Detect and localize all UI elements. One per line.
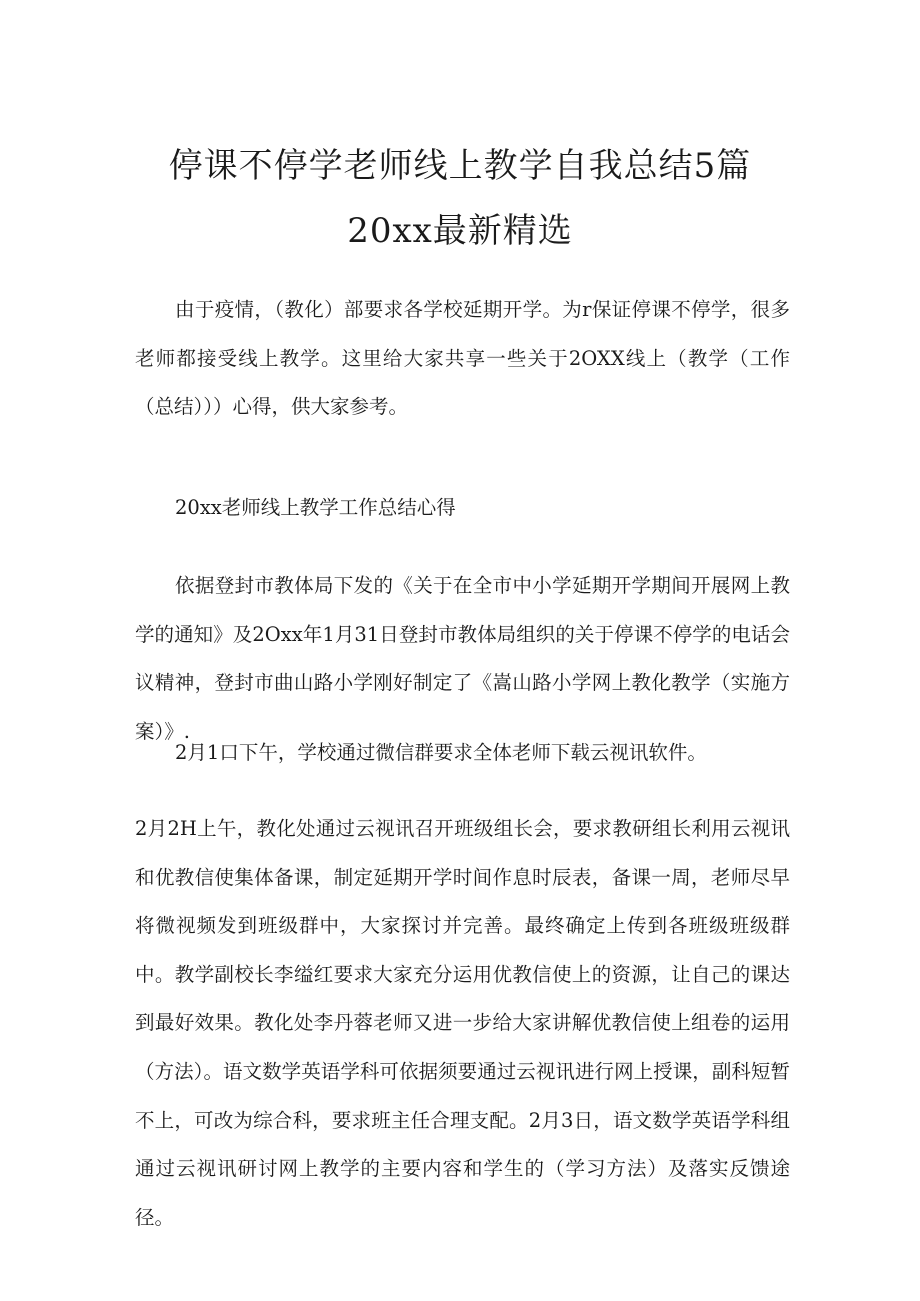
body-paragraph: 2月1口下午，学校通过微信群要求全体老师下载云视讯软件。 xyxy=(175,741,707,764)
document-subtitle: 20xx最新精选 xyxy=(347,211,573,251)
section-heading: 20xx老师线上教学工作总结心得 xyxy=(175,496,456,519)
body-paragraph: 2月2H上午，教化处通过云视讯召开班级组长会，要求教研组长利用云视讯和优教信使集体备课，制定延期开学时间作息时辰表，备课一周，老师尽早将微视频发到班级群中，大家探讨并完善。最终确定上传到各班级班级群中。教学副校长李缢红要求大家充分运用优教信使上的资源，让自己的课达到最好效果。教化处李丹蓉老师又进一步给大家讲解优教信使上组卷的运用（方法）。语文数学英语学科可依据须要通过云视讯进行网上授课，副科短暂不上，可改为综合科，要求班主任合理支配。2月3日，语文数学英语学科组通过云视讯研讨网上教学的主要内容和学生的（学习方法）及落实反馈途径。 xyxy=(135,817,790,1229)
body-paragraph: 依据登封市教体局下发的《关于在全市中小学延期开学期间开展网上教学的通知》及2Oxx年1月31日登封市教体局组织的关于停课不停学的电话会议精神，登封市曲山路小学刚好制定了《嵩山路小学网上教化教学（实施方案）》. xyxy=(135,574,790,743)
intro-paragraph: 由于疫情，（教化）部要求各学校延期开学。为r保证停课不停学，很多老师都接受线上教学。这里给大家共享一些关于2OXX线上（教学（工作（总结）））心得，供大家参考。 xyxy=(135,298,790,419)
document-title: 停课不停学老师线上教学自我总结5篇 xyxy=(168,146,752,186)
